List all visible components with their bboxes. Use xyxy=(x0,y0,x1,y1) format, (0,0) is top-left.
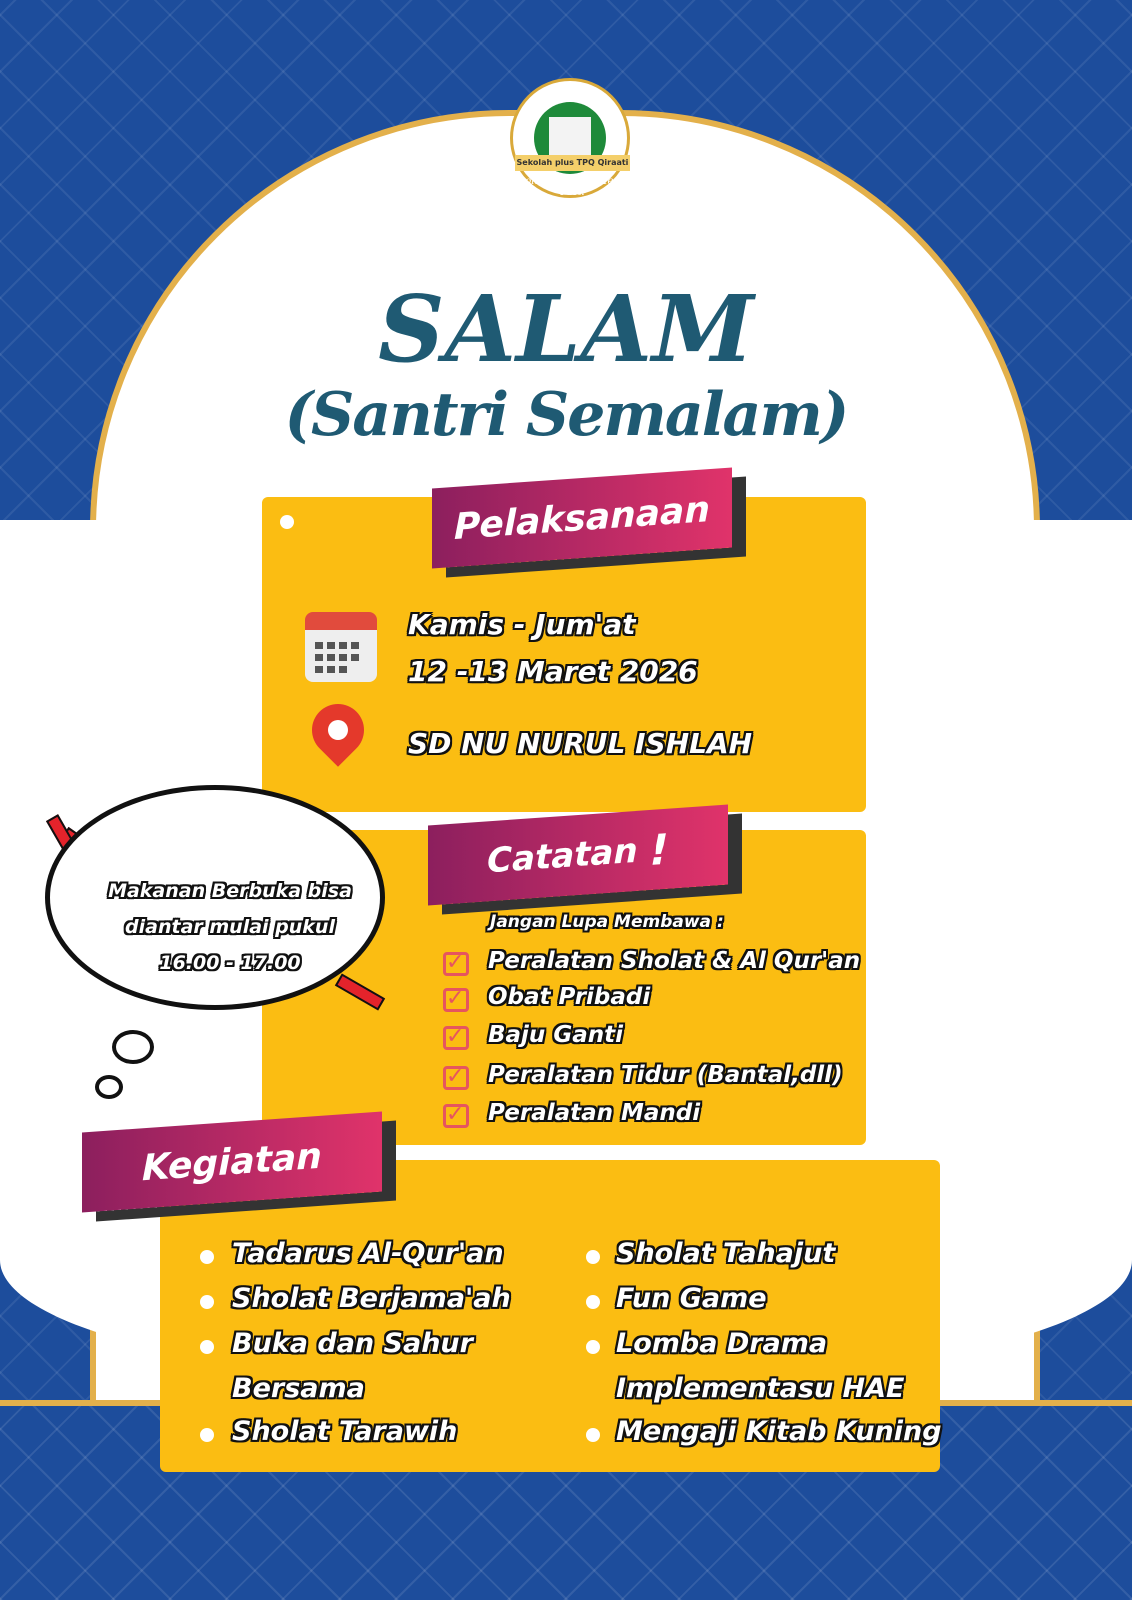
checkbox-icon: ✓ xyxy=(443,1026,469,1050)
catatan-intro: Jangan Lupa Membawa : xyxy=(490,912,724,932)
event-dates: 12 -13 Maret 2026 xyxy=(408,655,698,688)
checkbox-icon: ✓ xyxy=(443,1066,469,1090)
list-item: Buka dan Sahur xyxy=(232,1328,473,1359)
cloud-line: Makanan Berbuka bisa xyxy=(108,880,352,902)
list-item: Peralatan Sholat & Al Qur'an xyxy=(488,948,861,974)
calendar-icon xyxy=(305,612,377,682)
bullet xyxy=(586,1428,600,1442)
list-item: Mengaji Kitab Kuning xyxy=(616,1416,942,1447)
list-item: Lomba Drama xyxy=(616,1328,828,1359)
event-days: Kamis - Jum'at xyxy=(408,608,636,641)
decor-dot xyxy=(280,515,294,529)
exclamation-icon: ! xyxy=(649,824,669,875)
bullet xyxy=(200,1295,214,1309)
list-item: Sholat Tahajut xyxy=(616,1238,836,1269)
list-item: Tadarus Al-Qur'an xyxy=(232,1238,504,1269)
list-item: Implementasu HAE xyxy=(616,1373,905,1404)
logo-slogan: Sekolah Prestasi, Mengaji Pasti xyxy=(506,176,639,198)
thought-bubble xyxy=(95,1075,123,1099)
bullet xyxy=(586,1340,600,1354)
list-item: Obat Pribadi xyxy=(488,984,651,1010)
checkbox-icon: ✓ xyxy=(443,988,469,1012)
checkbox-icon: ✓ xyxy=(443,1104,469,1128)
list-item: Bersama xyxy=(232,1373,365,1404)
bullet xyxy=(200,1428,214,1442)
thought-bubble xyxy=(112,1030,154,1064)
checkbox-icon: ✓ xyxy=(443,952,469,976)
bullet xyxy=(200,1250,214,1264)
event-location: SD NU NURUL ISHLAH xyxy=(408,727,753,760)
catatan-heading: Catatan xyxy=(487,830,638,882)
list-item: Peralatan Mandi xyxy=(488,1100,701,1126)
title-sub: (Santri Semalam) xyxy=(284,380,848,450)
title-main: SALAM xyxy=(378,275,754,383)
list-item: Sholat Tarawih xyxy=(232,1416,458,1447)
cloud-line: diantar mulai pukul xyxy=(125,916,335,938)
pelaksanaan-banner: Pelaksanaan xyxy=(432,468,732,569)
list-item: Fun Game xyxy=(616,1283,767,1314)
bullet xyxy=(200,1340,214,1354)
logo-band: Sekolah plus TPQ Qiraati xyxy=(515,155,630,171)
bullet xyxy=(586,1295,600,1309)
kegiatan-banner: Kegiatan xyxy=(82,1112,382,1213)
cloud-line: 16.00 - 17.00 xyxy=(159,952,301,974)
list-item: Baju Ganti xyxy=(488,1022,623,1048)
list-item: Peralatan Tidur (Bantal,dll) xyxy=(488,1062,843,1088)
bullet xyxy=(586,1250,600,1264)
list-item: Sholat Berjama'ah xyxy=(232,1283,511,1314)
